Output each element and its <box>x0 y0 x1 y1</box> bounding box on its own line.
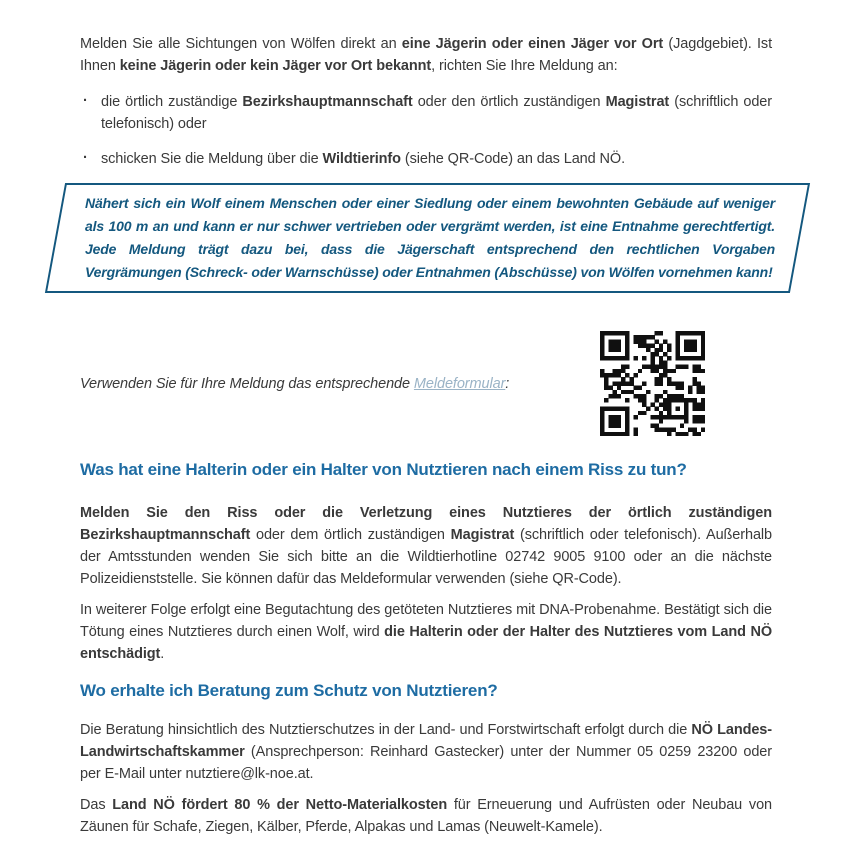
text-segment: Wildtierinfo <box>322 151 401 167</box>
paragraph-riss-melden <box>80 502 772 590</box>
form-instruction <box>80 373 600 395</box>
bullet-dot: · <box>83 93 88 109</box>
text-segment: oder dem örtlich zuständigen <box>250 527 451 543</box>
meldeformular-link[interactable]: Meldeformular <box>413 375 506 392</box>
text-segment: keine Jägerin oder kein Jäger vor Ort bekannt <box>119 58 432 74</box>
section-beratung <box>80 679 772 838</box>
text-segment: (Jagdgebiet). Ist Ihnen <box>80 36 772 74</box>
text-segment: oder den örtlich zuständigen <box>412 94 606 110</box>
alert-box-text <box>85 192 775 284</box>
text-segment: Melden Sie alle Sichtungen von Wölfen direkt an <box>80 36 402 52</box>
text-segment: für Erneuerung und Aufrüsten oder Neubau von Zäunen für Schafe, Ziegen, Kälber, Pferde, Alpakas und Lamas (Neuwelt-Kamele). <box>80 797 772 835</box>
qr-code-image <box>600 331 705 436</box>
text-segment: In weiterer Folge erfolgt eine Begutachtung des getöteten Nutztieres mit DNA-Probenahme. Bestätigt sich die Tötung eines Nutztieres durch einen Wolf, wird <box>80 602 772 640</box>
section-riss <box>80 458 772 665</box>
text-segment: Magistrat <box>605 94 670 110</box>
text-segment: Magistrat <box>450 527 515 543</box>
text-segment: die Halterin oder der Halter des Nutztieres vom Land NÖ entschädigt <box>80 624 772 662</box>
bullet-item-wildtierinfo <box>80 148 772 170</box>
bullet-dot: · <box>83 150 88 166</box>
paragraph-foerderung <box>80 794 772 838</box>
text-segment: Melden Sie den Riss oder die Verletzung eines Nutztieres der örtlich zuständigen Bezirkshauptmannschaft <box>80 505 772 543</box>
qr-code-icon <box>600 331 705 436</box>
section-heading-riss: Was hat eine Halterin oder ein Halter von Nutztieren nach einem Riss zu tun? <box>80 460 687 479</box>
paragraph-dna-entschaedigung <box>80 599 772 665</box>
alert-box <box>55 183 800 293</box>
text-segment: Verwenden Sie für Ihre Meldung das entsprechende <box>80 375 414 392</box>
text-segment: Die Beratung hinsichtlich des Nutztierschutzes in der Land- und Forstwirtschaft erfolgt durch die <box>80 722 692 738</box>
text-segment: eine Jägerin oder einen Jäger vor Ort <box>401 36 664 52</box>
text-segment: (Ansprechperson: Reinhard Gastecker) unter der Nummer 05 0259 23200 oder per E-Mail unter nutztiere@lk-noe.at. <box>80 744 772 782</box>
text-segment: (schriftlich oder telefonisch). Außerhalb der Amtsstunden wenden Sie sich bitte an die Wildtierhotline 02742 9005 9100 oder an die nächste Polizeidienststelle. Sie können dafür das Meldeformular verwenden (siehe QR-Code). <box>80 527 772 587</box>
text-segment: Das <box>80 797 113 813</box>
text-segment: . <box>160 646 165 662</box>
text-segment: (schriftlich oder telefonisch) oder <box>101 94 772 132</box>
bullet-list <box>80 91 772 170</box>
paragraph-beratung <box>80 719 772 785</box>
text-segment: (siehe QR-Code) an das Land NÖ. <box>400 151 625 167</box>
text-segment: schicken Sie die Meldung über die <box>101 151 323 167</box>
text-segment: : <box>505 375 510 392</box>
text-segment: Nähert sich ein Wolf einem Menschen oder einer Siedlung oder einem bewohnten Gebäude auf weniger als 100 m an und kann er nur schwer vertrieben oder vergrämt werden, ist eine Entnahme gerechtfertigt. Jede Meldung trägt dazu bei, dass die Jägerschaft entsprechend den rechtlichen Vorgaben Vergrämungen (Schreck- oder Warnschüsse) oder Entnahmen (Abschüsse) von Wölfen vornehmen kann! <box>85 195 775 280</box>
text-segment: Bezirkshauptmannschaft <box>242 94 413 110</box>
text-segment: NÖ Landes-Landwirtschaftskammer <box>80 722 772 760</box>
bullet-item-authorities <box>80 91 772 135</box>
bullet-text <box>101 94 772 132</box>
text-segment: , richten Sie Ihre Meldung an: <box>431 58 618 74</box>
form-row <box>80 331 772 436</box>
section-heading-beratung: Wo erhalte ich Beratung zum Schutz von Nutztieren? <box>80 681 498 700</box>
text-segment: die örtlich zuständige <box>101 94 243 110</box>
intro-paragraph <box>80 33 772 77</box>
text-segment: Land NÖ fördert 80 % der Netto-Materialkosten <box>112 797 448 813</box>
bullet-text <box>101 151 625 167</box>
